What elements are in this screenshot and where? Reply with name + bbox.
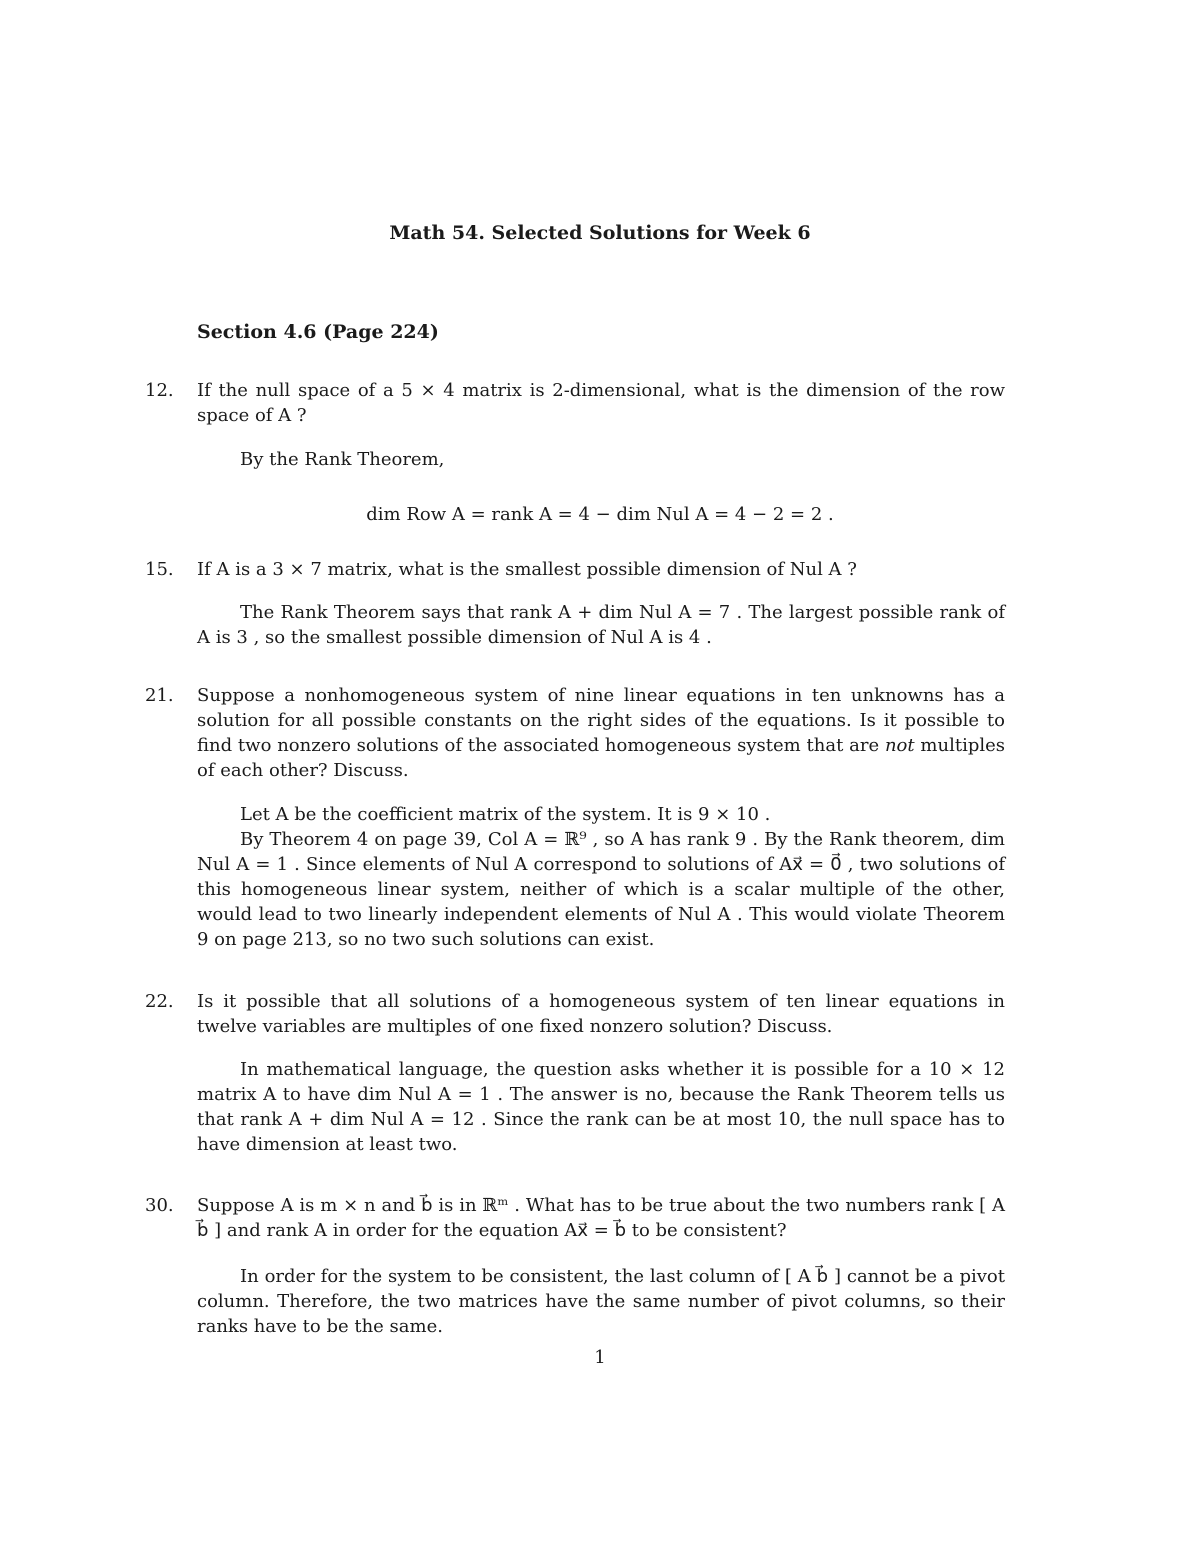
problem-30-question: Suppose A is m × n and b⃗ is in ℝᵐ . What has to be true about the two numbers rank [ A b⃗ ] and rank A in order for the equation Ax⃗ = b⃗ to be consistent?: [197, 1195, 1005, 1241]
problem-12-equation: dim Row A = rank A = 4 − dim Nul A = 4 − 2 = 2 .: [366, 504, 834, 525]
problem-21-question-text-end: multiples of each other? Discuss.: [197, 735, 1005, 781]
problem-22-question: Is it possible that all solutions of a homogeneous system of ten linear equations in twelve variables are multiples of one fixed nonzero solution? Discuss.: [197, 991, 1005, 1037]
problem-12-number: 12.: [145, 380, 174, 401]
problem-22-number: 22.: [145, 991, 174, 1012]
problem-21-answer-paragraph: By Theorem 4 on page 39, Col A = ℝ⁹ , so A has rank 9 . By the Rank theorem, dim Nul A = 1 . Since elements of Nul A correspond to solutions of Ax⃗ = 0⃗ , two solutions of this homogeneous linear system, neither of which is a scalar multiple of the other, would lead to two linearly independent elements of Nul A . This would violate Theorem 9 on page 213, so no two such solutions can exist.: [197, 829, 1005, 950]
problem-30-answer: In order for the system to be consistent, the last column of [ A b⃗ ] cannot be a pivot column. Therefore, the two matrices have the same number of pivot columns, so their ranks have to be the same.: [197, 1266, 1005, 1337]
problem-21-question: [197, 683, 1005, 783]
problem-21-answer-line-1: Let A be the coefficient matrix of the system. It is 9 × 10 .: [240, 804, 771, 825]
problem-21-number: 21.: [145, 685, 174, 706]
problem-15-question: If A is a 3 × 7 matrix, what is the smallest possible dimension of Nul A ?: [197, 559, 857, 580]
problem-22-answer: In mathematical language, the question asks whether it is possible for a 10 × 12 matrix A to have dim Nul A = 1 . The answer is no, because the Rank Theorem tells us that rank A + dim Nul A = 12 . Since the rank can be at most 10, the null space has to have dimension at least two.: [197, 1059, 1005, 1155]
problem-15-answer: The Rank Theorem says that rank A + dim Nul A = 7 . The largest possible rank of A is 3 , so the smallest possible dimension of Nul A is 4 .: [197, 602, 1005, 648]
section-heading: Section 4.6 (Page 224): [197, 321, 439, 343]
page-title: Math 54. Selected Solutions for Week 6: [389, 222, 811, 244]
page-number: 1: [594, 1347, 606, 1368]
problem-21-question-text: Suppose a nonhomogeneous system of nine linear equations in ten unknowns has a solution for all possible constants on the right sides of the equations. Is it possible to find two nonzero solutions of the associated homogeneous system that are: [197, 685, 1005, 756]
problem-12-answer-intro: By the Rank Theorem,: [240, 449, 445, 470]
problem-15-number: 15.: [145, 559, 174, 580]
problem-12-question: If the null space of a 5 × 4 matrix is 2-dimensional, what is the dimension of the row space of A ?: [197, 380, 1005, 426]
problem-21-question-emphasis: not: [884, 735, 915, 756]
problem-30-number: 30.: [145, 1195, 174, 1216]
